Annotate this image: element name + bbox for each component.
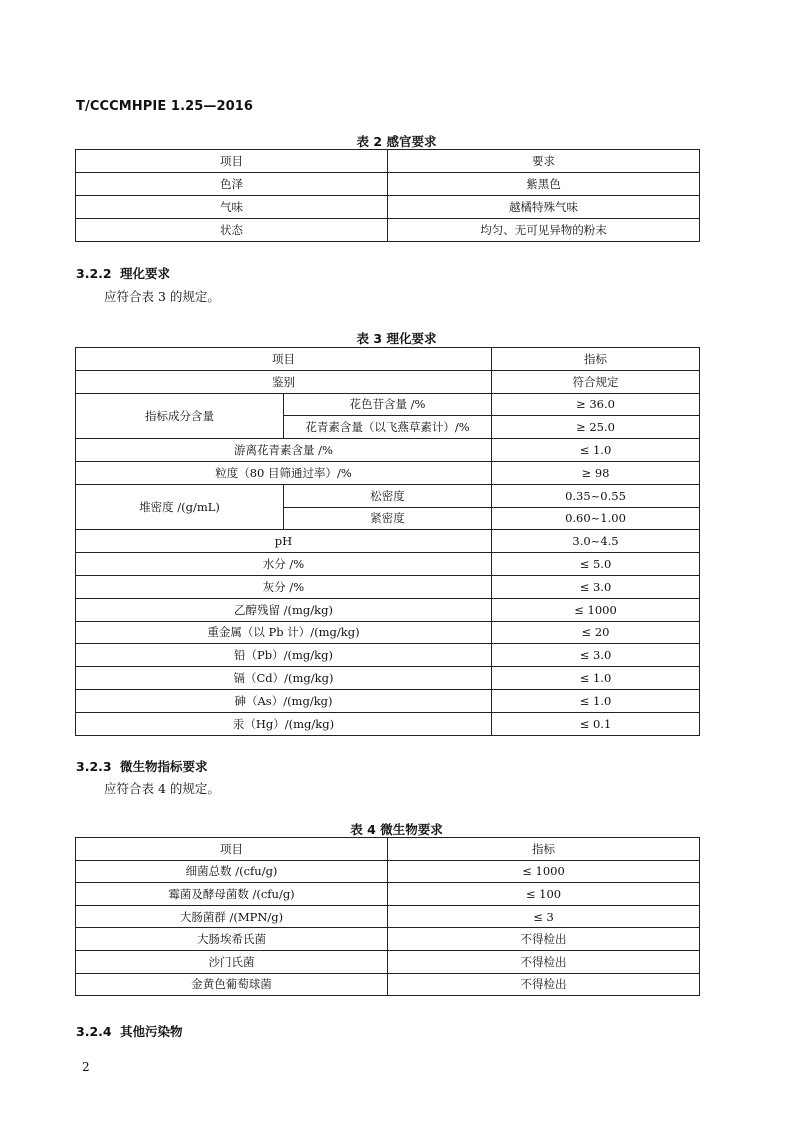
table-row: [76, 219, 700, 242]
table4-microbial-requirements: [75, 837, 700, 996]
table-cell: 鉴别: [76, 370, 492, 393]
table-row: [76, 621, 700, 644]
table-cell: 色泽: [76, 173, 388, 196]
table-cell: ≤ 3.0: [492, 644, 700, 667]
table-row: [76, 439, 700, 462]
table-row: [76, 644, 700, 667]
table-row: [76, 883, 700, 906]
table-cell: 金黄色葡萄球菌: [76, 973, 388, 996]
table-cell: 越橘特殊气味: [388, 196, 700, 219]
table-cell: 花色苷含量 /%: [284, 393, 492, 416]
table-cell: 游离花青素含量 /%: [76, 439, 492, 462]
section-heading-3-2-3: [76, 757, 208, 775]
table-cell: 0.60~1.00: [492, 507, 700, 530]
table-row: [76, 905, 700, 928]
table-cell: 0.35~0.55: [492, 484, 700, 507]
table-cell: 霉菌及酵母菌数 /(cfu/g): [76, 883, 388, 906]
table-cell: 大肠菌群 /(MPN/g): [76, 905, 388, 928]
section-title: 微生物指标要求: [120, 759, 208, 774]
table-cell: 松密度: [284, 484, 492, 507]
table-header-cell: 项目: [76, 150, 388, 173]
table-row: [76, 553, 700, 576]
table-cell: pH: [76, 530, 492, 553]
table-cell: ≥ 25.0: [492, 416, 700, 439]
table-header-cell: 项目: [76, 838, 388, 861]
section-number: 3.2.4: [76, 1024, 112, 1039]
table-cell: 不得检出: [388, 973, 700, 996]
table-cell: 粒度（80 目筛通过率）/%: [76, 461, 492, 484]
table-row: [76, 196, 700, 219]
table-cell: 符合规定: [492, 370, 700, 393]
table2-sensory-requirements: [75, 149, 700, 242]
table-row: [76, 461, 700, 484]
table-cell: 不得检出: [388, 928, 700, 951]
table-cell: 汞（Hg）/(mg/kg): [76, 712, 492, 735]
table-group-cell: 堆密度 /(g/mL): [76, 484, 284, 530]
table-cell: ≤ 3.0: [492, 575, 700, 598]
page-number: 2: [82, 1060, 90, 1074]
table-cell: ≤ 1.0: [492, 689, 700, 712]
table-header-row: [76, 150, 700, 173]
table-cell: 状态: [76, 219, 388, 242]
section-number: 3.2.2: [76, 266, 112, 281]
table-row: [76, 667, 700, 690]
table-group-cell: 指标成分含量: [76, 393, 284, 439]
table-cell: ≥ 98: [492, 461, 700, 484]
table-row: [76, 928, 700, 951]
standard-code: T/CCCMHPIE 1.25—2016: [76, 99, 254, 114]
table-row: [76, 370, 700, 393]
table-cell: 均匀、无可见异物的粉末: [388, 219, 700, 242]
table-cell: 紧密度: [284, 507, 492, 530]
table-cell: 3.0~4.5: [492, 530, 700, 553]
section-number: 3.2.3: [76, 759, 112, 774]
table-cell: 重金属（以 Pb 计）/(mg/kg): [76, 621, 492, 644]
table-cell: ≤ 20: [492, 621, 700, 644]
section-paragraph: 应符合表 4 的规定。: [104, 781, 220, 796]
table-cell: ≤ 3: [388, 905, 700, 928]
section-paragraph: 应符合表 3 的规定。: [104, 289, 220, 304]
table-cell: ≥ 36.0: [492, 393, 700, 416]
table-cell: ≤ 1000: [388, 860, 700, 883]
table-cell: 砷（As）/(mg/kg): [76, 689, 492, 712]
table-cell: ≤ 5.0: [492, 553, 700, 576]
table3-caption: 表 3 理化要求: [356, 331, 437, 346]
table-row: [76, 712, 700, 735]
table-cell: ≤ 1.0: [492, 667, 700, 690]
table-cell: 细菌总数 /(cfu/g): [76, 860, 388, 883]
table-header-cell: 指标: [388, 838, 700, 861]
table-cell: 灰分 /%: [76, 575, 492, 598]
table-row: [76, 575, 700, 598]
section-title: 其他污染物: [120, 1024, 183, 1039]
table3-physicochemical-requirements: [75, 347, 700, 736]
table-row: [76, 860, 700, 883]
table-header-row: [76, 838, 700, 861]
table-row: [76, 484, 700, 507]
table-row: [76, 950, 700, 973]
table-cell: 气味: [76, 196, 388, 219]
table-header-cell: 指标: [492, 348, 700, 371]
table-cell: 花青素含量（以飞燕草素计）/%: [284, 416, 492, 439]
table-row: [76, 393, 700, 416]
table-row: [76, 530, 700, 553]
table-cell: 铅（Pb）/(mg/kg): [76, 644, 492, 667]
table4-caption: 表 4 微生物要求: [350, 822, 443, 837]
table-row: [76, 689, 700, 712]
table-cell: 大肠埃希氏菌: [76, 928, 388, 951]
table-cell: ≤ 100: [388, 883, 700, 906]
table-cell: 镉（Cd）/(mg/kg): [76, 667, 492, 690]
table-row: [76, 598, 700, 621]
table-cell: ≤ 1.0: [492, 439, 700, 462]
table-header-cell: 项目: [76, 348, 492, 371]
table2-caption: 表 2 感官要求: [356, 134, 437, 149]
table-cell: 水分 /%: [76, 553, 492, 576]
section-heading-3-2-4: [76, 1022, 183, 1040]
table-row: [76, 973, 700, 996]
table-cell: ≤ 1000: [492, 598, 700, 621]
table-cell: 乙醇残留 /(mg/kg): [76, 598, 492, 621]
table-cell: 不得检出: [388, 950, 700, 973]
section-title: 理化要求: [120, 266, 171, 281]
table-cell: ≤ 0.1: [492, 712, 700, 735]
table-cell: 紫黑色: [388, 173, 700, 196]
section-heading-3-2-2: [76, 264, 170, 282]
table-header-cell: 要求: [388, 150, 700, 173]
table-header-row: [76, 348, 700, 371]
table-row: [76, 173, 700, 196]
table-cell: 沙门氏菌: [76, 950, 388, 973]
